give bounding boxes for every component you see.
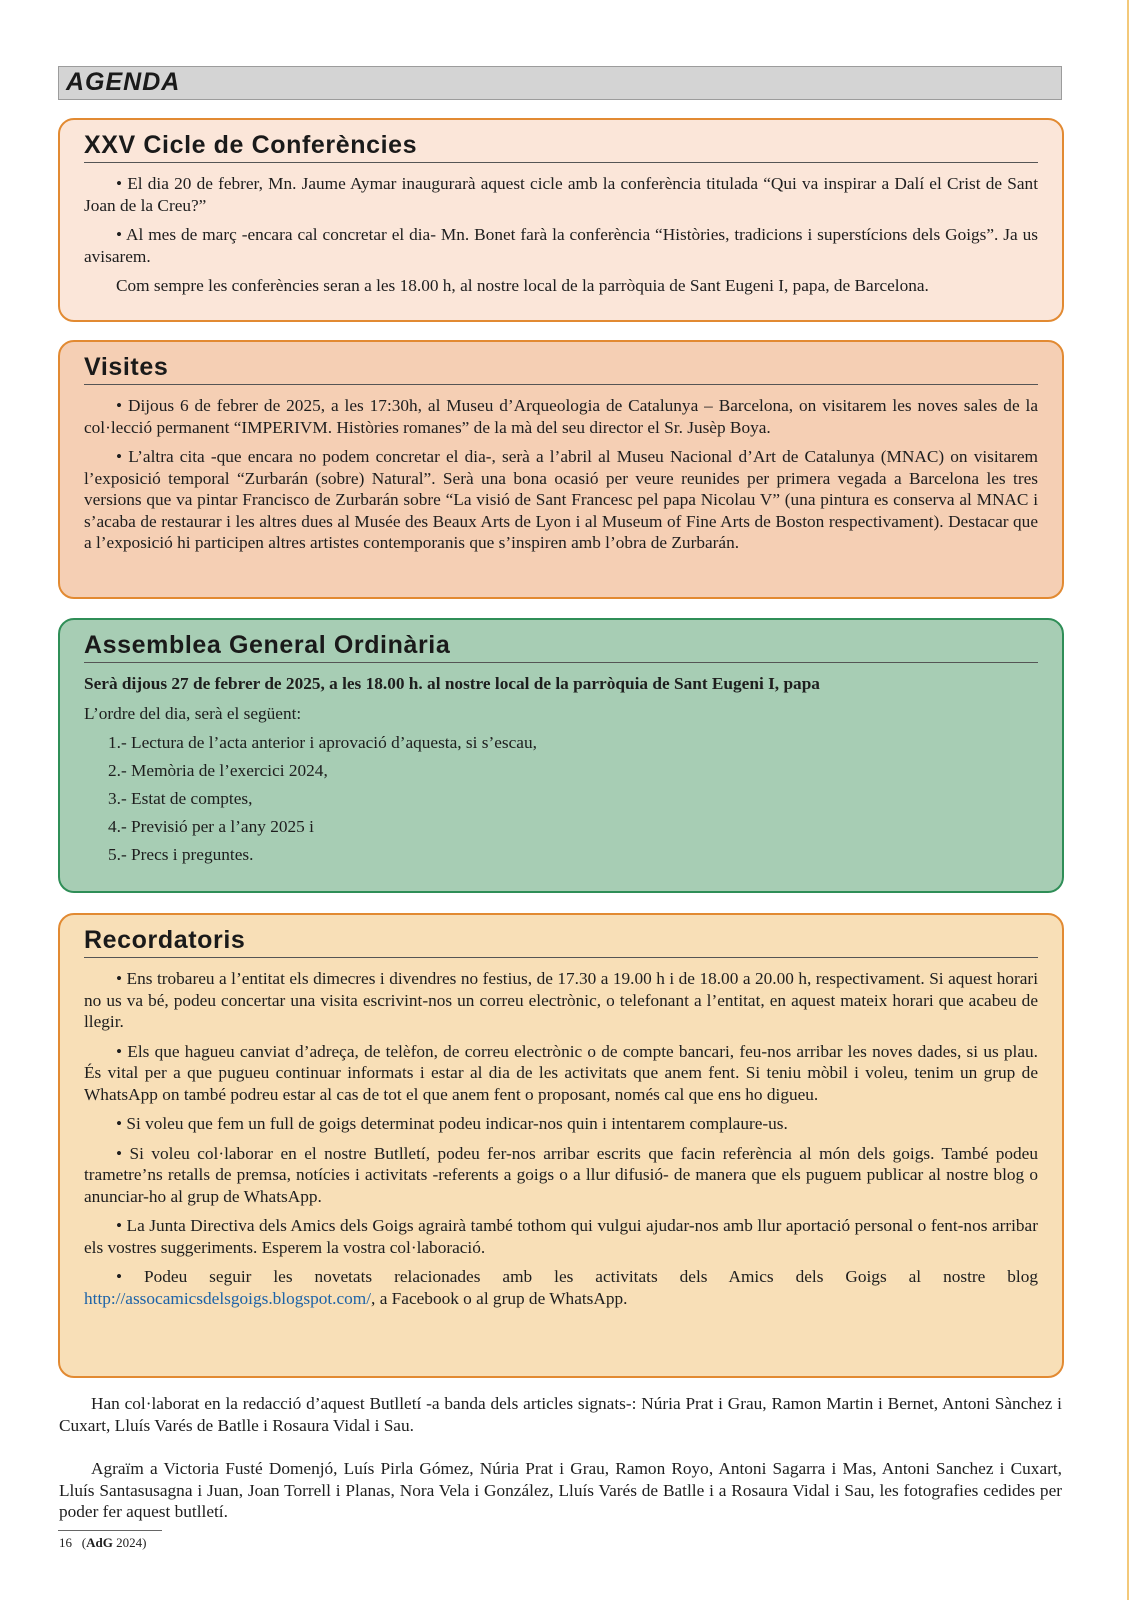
visites-paragraph: • Dijous 6 de febrer de 2025, a les 17:30h, al Museu d’Arqueologia de Catalunya – Barcelona, on visitarem les noves sales de la col·lecció permanent “IMPERIVM. Històries romanes” de la mà del seu director el Sr. Jusèp Boya. [84, 396, 1038, 437]
assemblea-intro: L’ordre del dia, serà el següent: [84, 703, 302, 723]
blog-link[interactable]: http://assocamicsdelsgoigs.blogspot.com/ [84, 1288, 372, 1308]
visites-box [58, 340, 1064, 599]
visites-title: Visites [84, 353, 1038, 385]
blog-suffix-text: , a Facebook o al grup de WhatsApp. [371, 1288, 628, 1308]
recordatoris-paragraph: • Els que hagueu canviat d’adreça, de telèfon, de correu electrònic o de compte bancari, feu-nos arribar les noves dades, si us plau. És vital per a que pugueu continuar informats i estar al dia de les activitats que anem fent. Si teniu mòbil i voleu, tenim un grup de WhatsApp on també podreu estar al cas de tot el que anem fent o proposant, només cal que ens ho digueu. [84, 1041, 1038, 1104]
conferencies-title: XXV Cicle de Conferències [84, 131, 1038, 163]
list-item: 5.- Precs i preguntes. [108, 845, 254, 864]
recordatoris-paragraph: • Si voleu col·laborar en el nostre Butlletí, podeu fer-nos arribar escrits que facin referència al món dels goigs. També podeu trametre’ns retalls de premsa, notícies i activitats -referents a goigs o a llur difusió- de manera que els puguem publicar al nostre blog o anunciar-ho al grup de WhatsApp. [84, 1143, 1038, 1206]
recordatoris-paragraph: • La Junta Directiva dels Amics dels Goigs agrairà també tothom qui vulgui ajudar-nos amb llur aportació personal o fent-nos arribar els vostres suggeriments. Esperem la vostra col·laboració. [84, 1216, 1038, 1257]
thanks-paragraph: Agraïm a Victoria Fusté Domenjó, Luís Pirla Gómez, Núria Prat i Grau, Ramon Royo, Antoni Sagarra i Mas, Antoni Sanchez i Cuxart, Lluís Santasusagna i Juan, Joan Torrell i Planas, Nora Vela i González, Lluís Varés de Batlle i a Rosaura Vidal i Sau, les fotografies cedides per poder fer aquest butlletí. [59, 1459, 1062, 1521]
conferencies-paragraph: • Al mes de març -encara cal concretar el dia- Mn. Bonet farà la conferència “Històries, tradicions i superstícions dels Goigs”. Ja us avisarem. [84, 225, 1038, 266]
list-item: 1.- Lectura de l’acta anterior i aprovació d’aquesta, si s’escau, [108, 733, 537, 752]
assemblea-date-line: Serà dijous 27 de febrer de 2025, a les 18.00 h. al nostre local de la parròquia de Sant Eugeni I, papa [84, 674, 820, 693]
page-number-value: 16 [59, 1535, 72, 1550]
recordatoris-blog-paragraph [84, 1266, 1038, 1309]
recordatoris-title: Recordatoris [84, 926, 1038, 958]
assemblea-title: Assemblea General Ordinària [84, 631, 1038, 663]
agenda-header: AGENDA [58, 66, 1062, 100]
collaborators-paragraph: Han col·laborat en la redacció d’aquest Butlletí -a banda dels articles signats-: Núria Prat i Grau, Ramon Martin i Bernet, Antoni Sànchez i Cuxart, Lluís Varés de Batlle i Rosaura Vidal i Sau. [59, 1394, 1062, 1435]
recordatoris-box [58, 913, 1064, 1378]
list-item: 2.- Memòria de l’exercici 2024, [108, 761, 328, 780]
publication-year: 2024 [116, 1535, 143, 1550]
page-number: 16 (AdG 2024) [59, 1535, 147, 1550]
visites-paragraph: • L’altra cita -que encara no podem concretar el dia-, serà a l’abril al Museu Nacional d’Art de Catalunya (MNAC) on visitarem l’exposició temporal “Zurbarán (sobre) Natural”. Serà una bona ocasió per veure reunides per primera vegada a Barcelona les tres versions que va pintar Francisco de Zurbarán sobre “La visió de Sant Francesc pel papa Nicolau V” (una pintura es conserva al MNAC i s’acaba de restaurar i les altres dues al Musée des Beaux Arts de Lyon i al Museum of Fine Arts de Boston respectivament). Destacar que a l’exposició hi participen altres artistes contemporanis que s’inspiren amb l’obra de Zurbarán. [84, 447, 1038, 552]
page-footer-rule [58, 1530, 162, 1531]
conferencies-paragraph: • El dia 20 de febrer, Mn. Jaume Aymar inaugurarà aquest cicle amb la conferència titulada “Qui va inspirar a Dalí el Crist de Sant Joan de la Creu?” [84, 174, 1038, 215]
conferencies-paragraph: Com sempre les conferències seran a les 18.00 h, al nostre local de la parròquia de Sant Eugeni I, papa, de Barcelona. [116, 276, 929, 295]
conferencies-box [58, 118, 1064, 322]
list-item: 4.- Previsió per a l’any 2025 i [108, 817, 314, 836]
blog-prefix-text: • Podeu seguir les novetats relacionades amb les activitats dels Amics dels Goigs al nostre blog [116, 1267, 1038, 1286]
publication-abbrev: AdG [86, 1535, 113, 1550]
assemblea-agenda-list [84, 732, 1038, 866]
assemblea-box [58, 618, 1064, 893]
list-item: 3.- Estat de comptes, [108, 789, 253, 808]
page-edge-line [1127, 0, 1129, 1600]
recordatoris-paragraph: • Ens trobareu a l’entitat els dimecres i divendres no festius, de 17.30 a 19.00 h i de 18.00 a 20.00 h, respectivament. Si aquest horari no us va bé, podeu concertar una visita escrivint-nos un correu electrònic, o telefonant a l’entitat, en aquest mateix horari que acabeu de llegir. [84, 969, 1038, 1031]
recordatoris-paragraph: • Si voleu que fem un full de goigs determinat podeu indicar-nos quin i intentarem complaure-us. [116, 1114, 788, 1133]
